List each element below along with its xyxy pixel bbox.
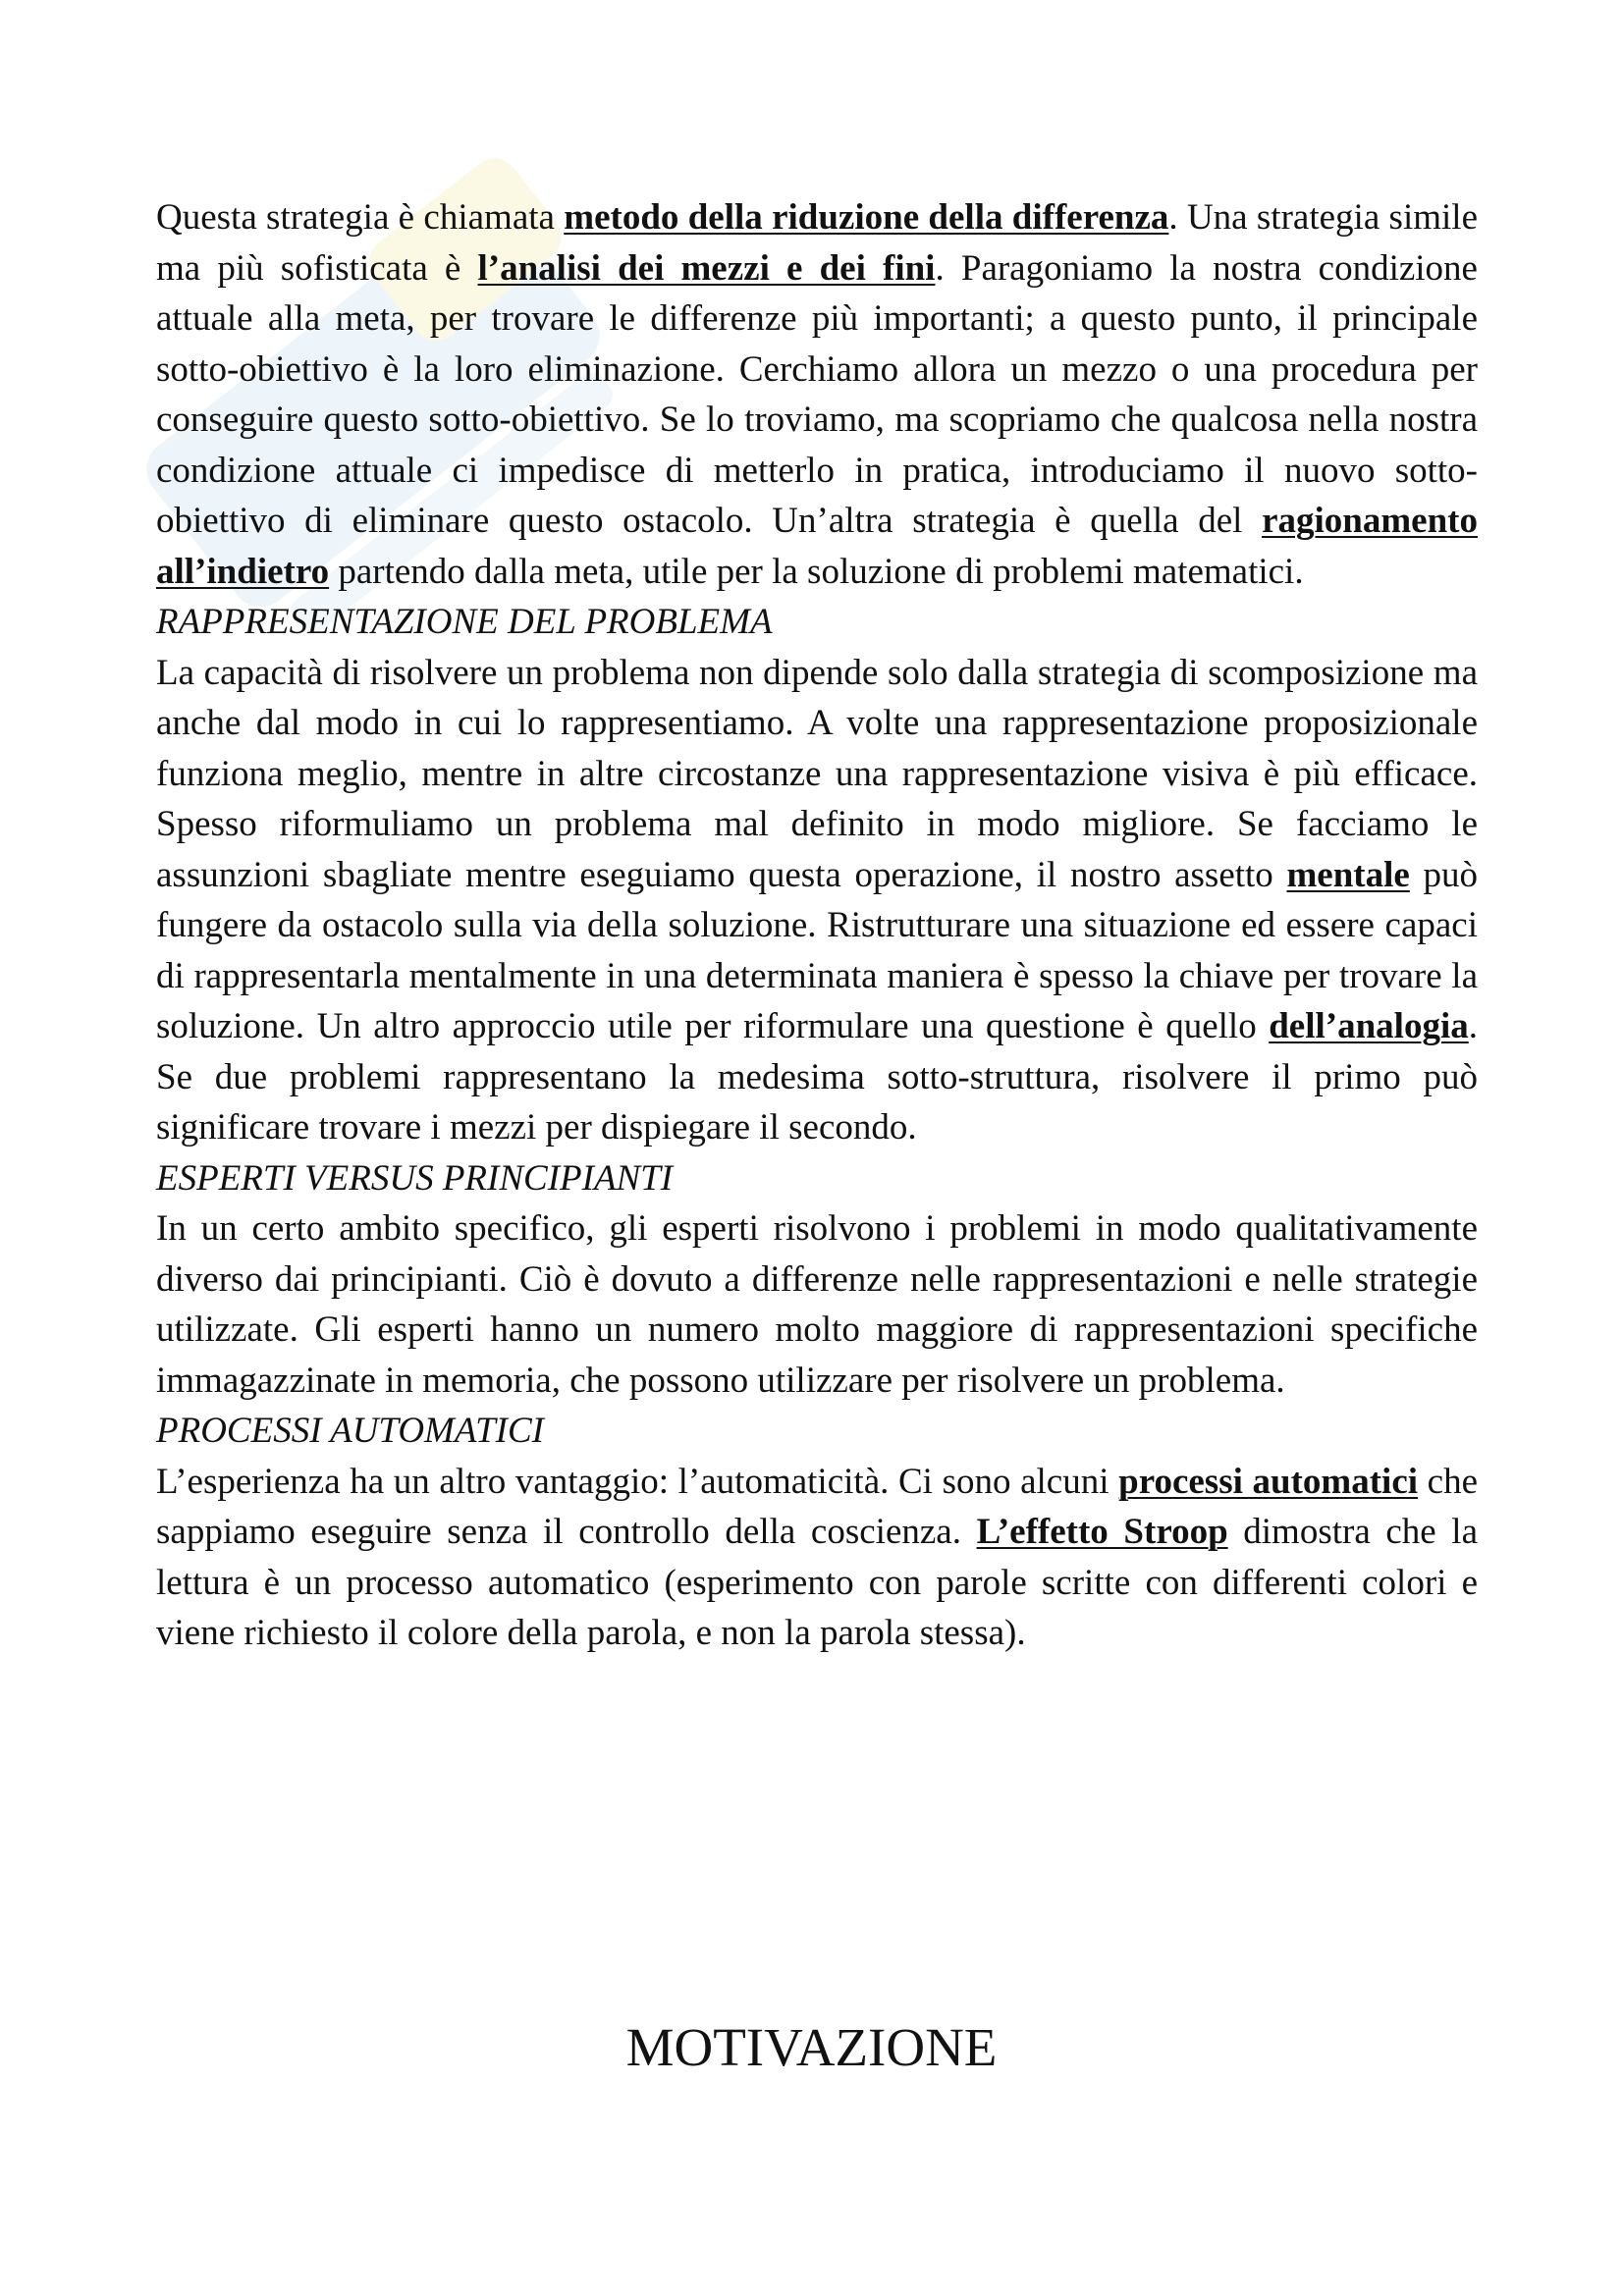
p2-text-3: . Se due problemi rappresentano la medesima sotto-struttura, risolvere il primo può significare trovare i mezzi per dispiegare il secondo. — [156, 1006, 1478, 1148]
p3-text-1: In un certo ambito specifico, gli esperti risolvono i problemi in modo qualitativamente diverso dai principianti. Ciò è dovuto a differenze nelle rappresentazioni e nelle strategie utilizzate. Gli esperti hanno un numero molto maggiore di rappresentazioni specifiche immagazzinate in memoria, che possono utilizzare per risolvere un problema. — [156, 1208, 1478, 1401]
heading-automatic-processes: PROCESSI AUTOMATICI — [156, 1411, 545, 1451]
heading-problem-representation: RAPPRESENTAZIONE DEL PROBLEMA — [156, 602, 773, 642]
heading-experts-novices: ESPERTI VERSUS PRINCIPIANTI — [156, 1157, 674, 1199]
body-text — [156, 192, 1478, 1659]
keyword-working-backward: ragionamento all’indietro — [156, 501, 1478, 592]
paragraph-automatic — [156, 1457, 1478, 1659]
p2-text-1: La capacità di risolvere un problema non dipende solo dalla strategia di scomposizione ma anche dal modo in cui lo rappresentiamo. A volte una rappresentazione proposizionale funziona meglio, mentre in altre circostanze una rappresentazione visiva è più efficace. Spesso riformuliamo un problema mal definito in modo migliore. Se facciamo le assunzioni sbagliate mentre eseguiamo questa operazione, il nostro assetto — [156, 652, 1478, 895]
p1-text-4: partendo dalla meta, utile per la soluzione di problemi matematici. — [329, 551, 1304, 592]
p2-text-2: può fungere da ostacolo sulla via della soluzione. Ristrutturare una situazione ed essere capaci di rappresentarla mentalmente in una determinata maniera è spesso la chiave per trovare la soluzione. Un altro approccio utile per riformulare una questione è quello — [156, 854, 1479, 1046]
keyword-analogy: dell’analogia — [1269, 1006, 1469, 1046]
paragraph-experts — [156, 1203, 1478, 1406]
paragraph-strategies — [156, 192, 1478, 597]
keyword-mental-set: mentale — [1286, 854, 1410, 895]
keyword-means-ends-analysis: l’analisi dei mezzi e dei fini — [477, 247, 936, 289]
p4-text-3: dimostra che la lettura è un processo automatico (esperimento con parole scritte con differenti colori e viene richiesto il colore della parola, e non la parola stessa). — [156, 1512, 1479, 1653]
keyword-stroop-effect: L’effetto Stroop — [976, 1512, 1228, 1552]
section-title: MOTIVAZIONE — [625, 2017, 998, 2077]
paragraph-representation — [156, 648, 1478, 1153]
p1-text-2: . Una strategia simile ma più sofisticata è — [156, 197, 1478, 289]
p4-text-1: L’esperienza ha un altro vantaggio: l’automaticità. Ci sono alcuni — [156, 1461, 1119, 1502]
keyword-automatic-processes: processi automatici — [1118, 1461, 1419, 1502]
p4-text-2: che sappiamo eseguire senza il controllo della coscienza. — [156, 1461, 1478, 1552]
p1-text-3: . Paragoniamo la nostra condizione attuale alla meta, per trovare le differenze più importanti; a questo punto, il principale sotto-obiettivo è la loro eliminazione. Cerchiamo allora un mezzo o una procedura per conseguire questo sotto-obiettivo. Se lo troviamo, ma scopriamo che qualcosa nella nostra condizione attuale ci impedisce di metterlo in pratica, introduciamo il nuovo sotto-obiettivo di eliminare questo ostacolo. Un’altra strategia è quella del — [156, 247, 1478, 541]
keyword-difference-reduction: metodo della riduzione della differenza — [564, 197, 1169, 238]
p1-text-1: Questa strategia è chiamata — [156, 197, 565, 238]
